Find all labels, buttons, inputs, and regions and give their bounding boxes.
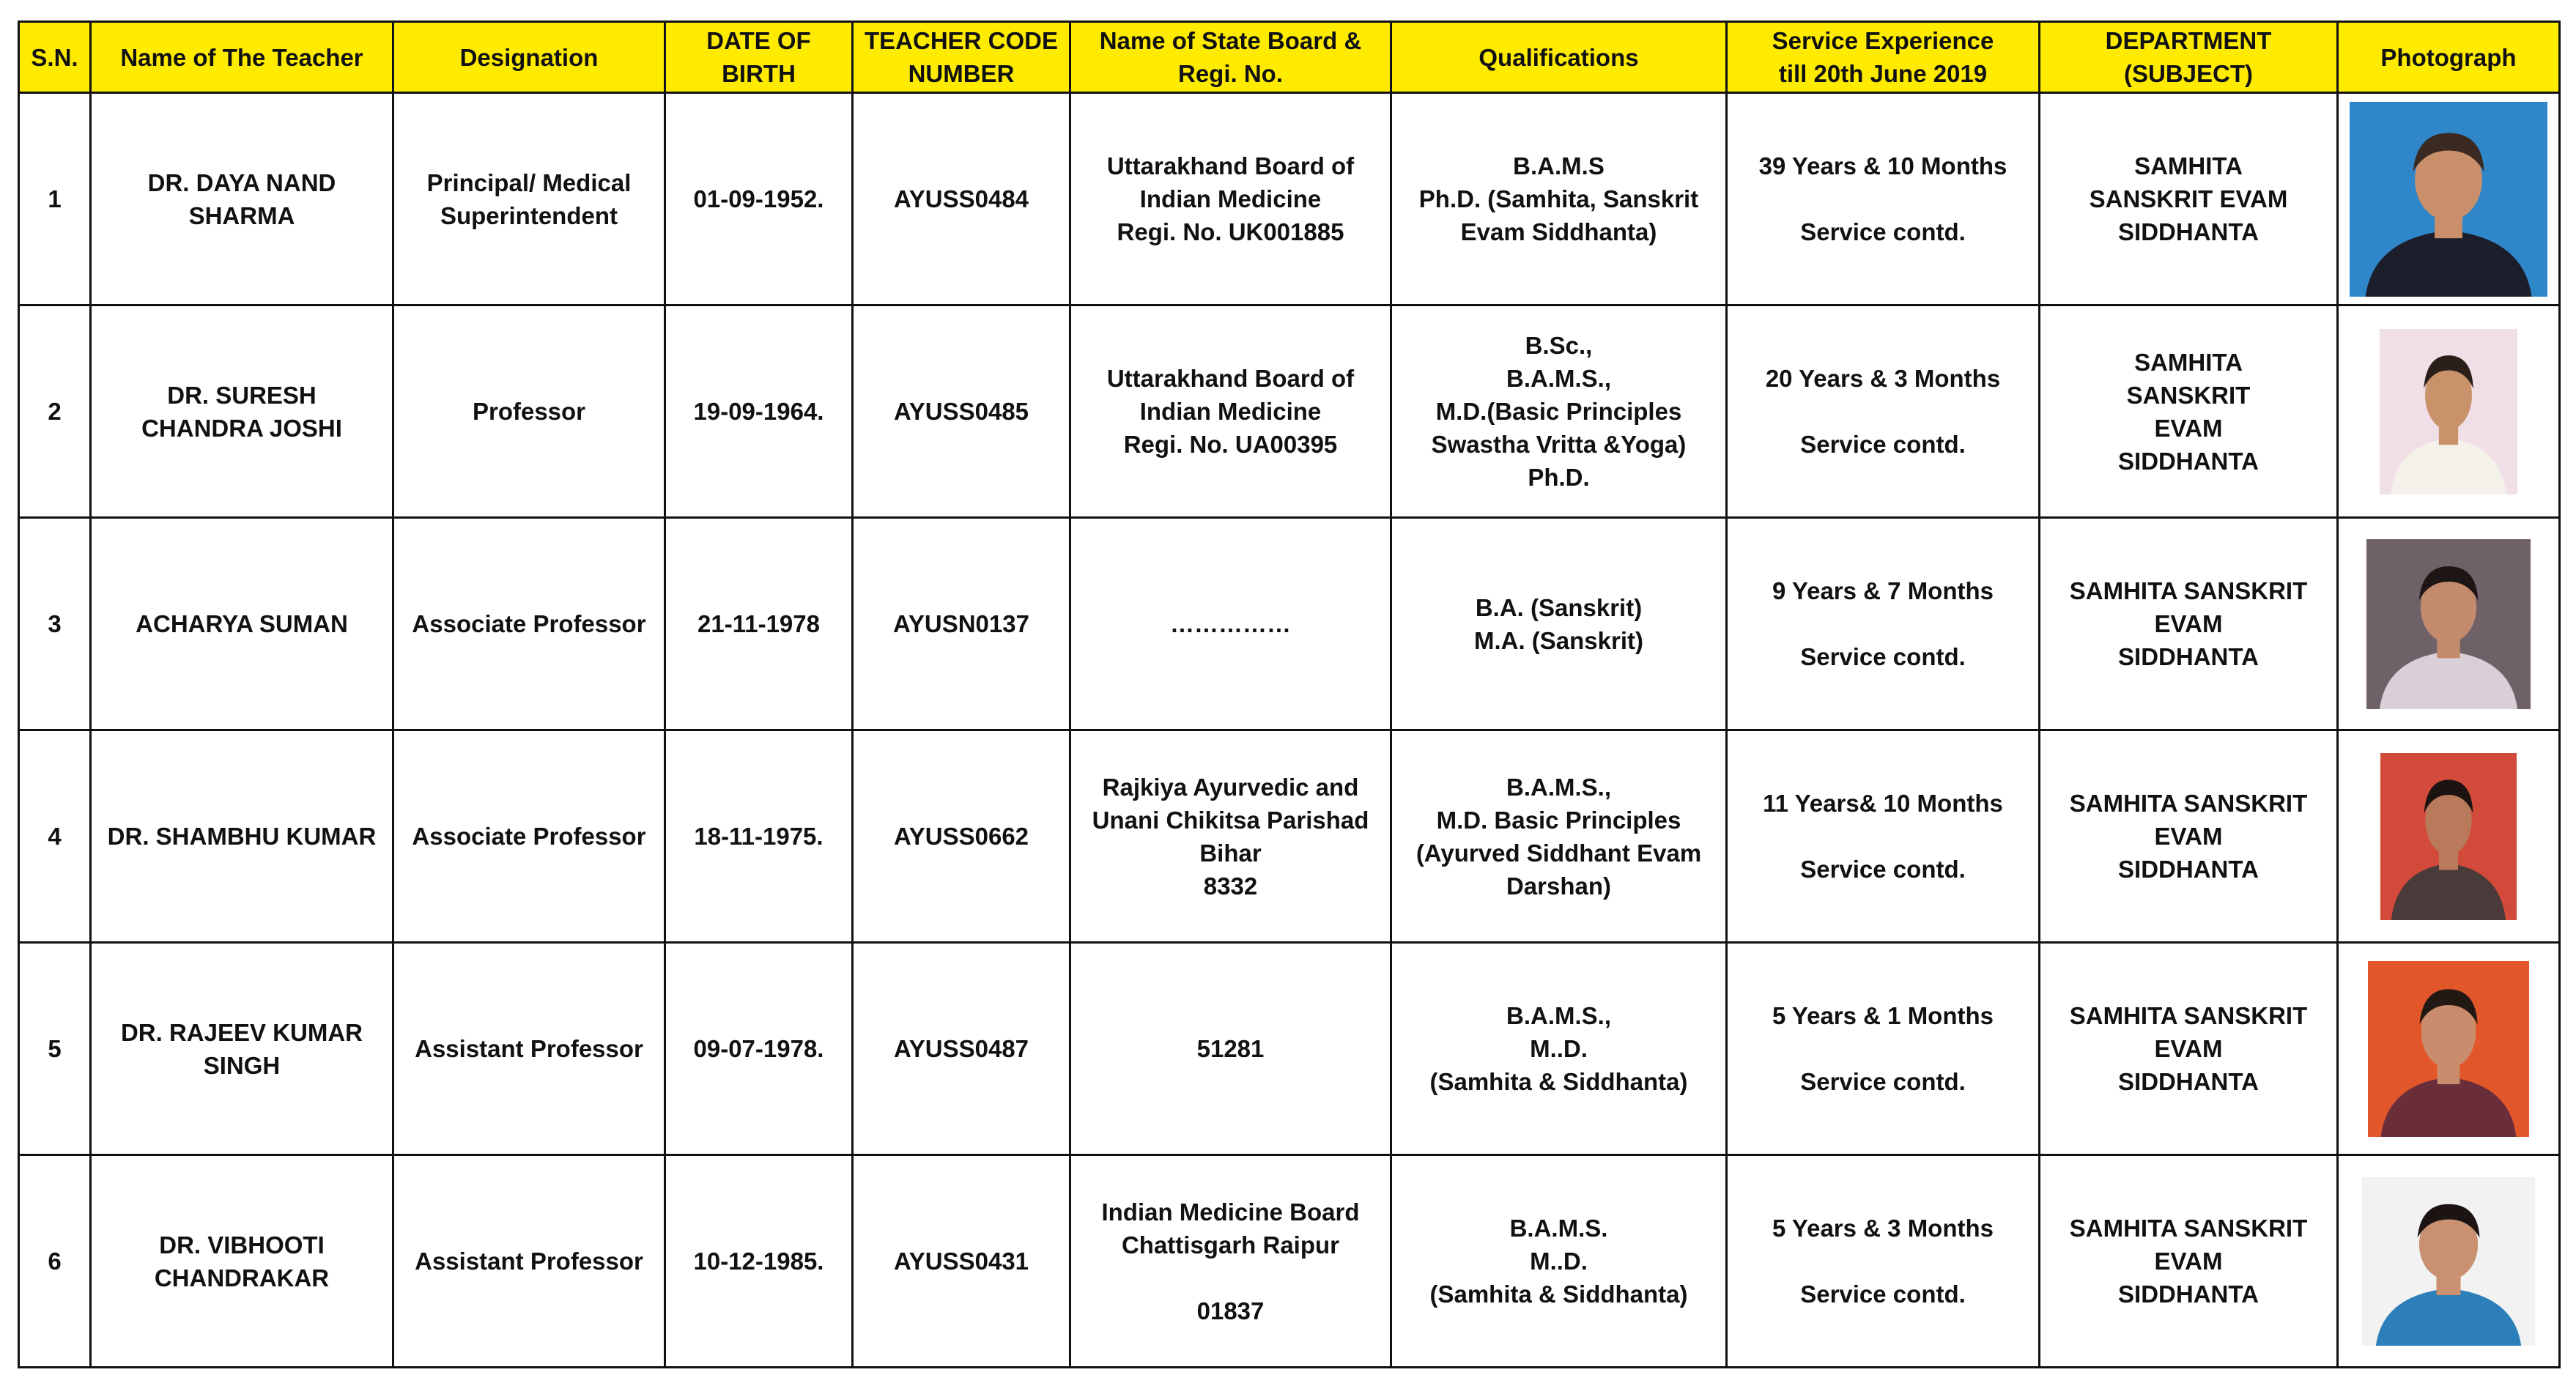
cell-date-of-birth: 21-11-1978 [665, 518, 853, 730]
cell-line: Uttarakhand Board of [1106, 152, 1355, 179]
header-department: DEPARTMENT (SUBJECT) [2040, 22, 2338, 93]
cell-line: Ph.D. [1528, 464, 1590, 491]
cell-line: Assistant Professor [415, 1248, 643, 1275]
faculty-table [18, 21, 2561, 1368]
cell-qualifications [1391, 730, 1727, 943]
cell-line: DR. SHAMBHU KUMAR [107, 823, 377, 850]
cell-state-board [1070, 943, 1391, 1155]
spacer [1732, 820, 2034, 853]
cell-line: SIDDHANTA [2118, 447, 2259, 475]
cell-line: Ph.D. (Samhita, Sanskrit [1418, 185, 1699, 212]
cell-department [2040, 943, 2338, 1155]
cell-department [2040, 305, 2338, 518]
teacher-photo [2380, 753, 2517, 920]
header-dob: DATE OF BIRTH [665, 22, 853, 93]
cell-designation [393, 93, 665, 305]
cell-line: SAMHITA SANSKRIT [2069, 1215, 2308, 1242]
cell-qualifications [1391, 518, 1727, 730]
cell-line: SAMHITA SANSKRIT [2069, 577, 2308, 604]
spacer [1732, 1032, 2034, 1065]
cell-line: Evam Siddhanta) [1460, 218, 1657, 245]
cell-line: Associate Professor [412, 823, 646, 850]
cell-photograph [2338, 730, 2560, 943]
experience-duration: 39 Years & 10 Months [1758, 152, 2007, 179]
header-board: Name of State Board & Regi. No. [1070, 22, 1391, 93]
cell-line: M..D. [1530, 1248, 1588, 1275]
cell-service-experience [1727, 730, 2040, 943]
header-code: TEACHER CODE NUMBER [853, 22, 1070, 93]
teacher-photo [2380, 329, 2517, 494]
service-status: Service contd. [1800, 1068, 1966, 1095]
cell-state-board [1070, 1155, 1391, 1368]
cell-line: DR. VIBHOOTI [159, 1231, 325, 1259]
teacher-photo [2366, 539, 2531, 709]
spacer [1732, 395, 2034, 428]
cell-line: B.A.M.S., [1506, 365, 1611, 392]
cell-teacher-code: AYUSS0484 [853, 93, 1070, 305]
spacer [1732, 607, 2034, 640]
service-status: Service contd. [1800, 218, 1966, 245]
header-row [19, 22, 2560, 93]
portrait-icon [2380, 753, 2517, 920]
cell-line: (Samhita & Siddhanta) [1429, 1068, 1688, 1095]
cell-line: SIDDHANTA [2118, 856, 2259, 883]
portrait-icon [2366, 539, 2531, 709]
portrait-icon [2350, 102, 2547, 297]
portrait-icon [2362, 1177, 2535, 1346]
cell-line: DR. RAJEEV KUMAR [120, 1018, 363, 1046]
cell-line: EVAM [2154, 823, 2223, 850]
cell-line: 8332 [1203, 872, 1258, 900]
cell-line: Darshan) [1506, 872, 1612, 900]
cell-date-of-birth: 18-11-1975. [665, 730, 853, 943]
cell-teacher-name [91, 305, 393, 518]
cell-line: 51281 [1196, 1035, 1265, 1062]
cell-line: Associate Professor [412, 610, 646, 637]
cell-sn: 5 [19, 943, 91, 1155]
cell-teacher-name [91, 1155, 393, 1368]
cell-state-board [1070, 518, 1391, 730]
table-header [19, 22, 2560, 93]
cell-teacher-code: AYUSN0137 [853, 518, 1070, 730]
cell-photograph [2338, 93, 2560, 305]
cell-department [2040, 93, 2338, 305]
cell-date-of-birth: 09-07-1978. [665, 943, 853, 1155]
cell-line: EVAM [2154, 414, 2223, 442]
cell-sn: 1 [19, 93, 91, 305]
table-row [19, 730, 2560, 943]
cell-line: Indian Medicine Board [1101, 1198, 1360, 1226]
cell-teacher-code: AYUSS0487 [853, 943, 1070, 1155]
cell-line: Assistant Professor [415, 1035, 643, 1062]
cell-line: B.Sc., [1525, 332, 1593, 359]
cell-line: SAMHITA [2134, 152, 2243, 179]
header-designation: Designation [393, 22, 665, 93]
portrait-icon [2368, 961, 2529, 1137]
cell-service-experience [1727, 305, 2040, 518]
cell-line: Indian Medicine [1139, 398, 1322, 425]
cell-teacher-code: AYUSS0662 [853, 730, 1070, 943]
cell-line: CHANDRA JOSHI [141, 414, 342, 442]
cell-designation [393, 518, 665, 730]
cell-line: (Samhita & Siddhanta) [1429, 1281, 1688, 1308]
cell-line: SAMHITA SANSKRIT [2069, 1002, 2308, 1029]
cell-line: B.A.M.S., [1506, 1002, 1611, 1029]
experience-duration: 5 Years & 3 Months [1772, 1215, 1994, 1242]
table-row [19, 943, 2560, 1155]
cell-line: Regi. No. UA00395 [1123, 431, 1338, 458]
cell-line: SINGH [203, 1051, 281, 1079]
cell-department [2040, 730, 2338, 943]
cell-line: Unani Chikitsa Parishad [1092, 806, 1369, 834]
teacher-photo [2362, 1177, 2535, 1346]
portrait-icon [2380, 329, 2517, 494]
cell-line: EVAM [2154, 1248, 2223, 1275]
cell-line: ACHARYA SUMAN [136, 610, 348, 637]
cell-department [2040, 1155, 2338, 1368]
teacher-photo [2350, 102, 2547, 297]
cell-state-board [1070, 730, 1391, 943]
cell-state-board [1070, 93, 1391, 305]
teacher-photo [2368, 961, 2529, 1137]
cell-teacher-code: AYUSS0431 [853, 1155, 1070, 1368]
cell-teacher-name [91, 518, 393, 730]
service-status: Service contd. [1800, 856, 1966, 883]
cell-photograph [2338, 943, 2560, 1155]
cell-line: SAMHITA [2134, 348, 2243, 376]
experience-duration: 9 Years & 7 Months [1772, 577, 1994, 604]
cell-line: SAMHITA SANSKRIT [2069, 790, 2308, 817]
cell-line: Professor [472, 398, 586, 425]
header-photograph: Photograph [2338, 22, 2560, 93]
cell-line: B.A. (Sanskrit) [1475, 593, 1643, 621]
cell-line: Indian Medicine [1139, 185, 1322, 212]
cell-line: Principal/ Medical [426, 168, 632, 196]
cell-sn: 6 [19, 1155, 91, 1368]
cell-line: SANSKRIT EVAM [2089, 185, 2288, 212]
cell-qualifications [1391, 305, 1727, 518]
cell-line: SHARMA [188, 201, 295, 229]
cell-line: CHANDRAKAR [154, 1264, 330, 1292]
cell-service-experience [1727, 93, 2040, 305]
cell-line: Swastha Vritta &Yoga) [1431, 431, 1687, 458]
cell-date-of-birth: 01-09-1952. [665, 93, 853, 305]
experience-duration: 20 Years & 3 Months [1765, 365, 2001, 392]
cell-line: SIDDHANTA [2118, 1068, 2259, 1095]
cell-line: (Ayurved Siddhant Evam [1415, 839, 1702, 867]
cell-date-of-birth: 10-12-1985. [665, 1155, 853, 1368]
cell-line: M..D. [1530, 1035, 1588, 1062]
header-qualifications: Qualifications [1391, 22, 1727, 93]
cell-line: M.D. Basic Principles [1436, 806, 1681, 834]
cell-designation [393, 1155, 665, 1368]
cell-service-experience [1727, 518, 2040, 730]
cell-line: SANSKRIT [2126, 381, 2251, 409]
cell-photograph [2338, 518, 2560, 730]
cell-teacher-name [91, 943, 393, 1155]
table-row [19, 305, 2560, 518]
cell-date-of-birth: 19-09-1964. [665, 305, 853, 518]
cell-line: SIDDHANTA [2118, 643, 2259, 670]
cell-sn: 3 [19, 518, 91, 730]
header-sn: S.N. [19, 22, 91, 93]
cell-line: DR. DAYA NAND [147, 168, 336, 196]
cell-photograph [2338, 1155, 2560, 1368]
cell-teacher-name [91, 93, 393, 305]
cell-line: 01837 [1196, 1297, 1265, 1324]
cell-photograph [2338, 305, 2560, 518]
cell-service-experience [1727, 943, 2040, 1155]
cell-state-board [1070, 305, 1391, 518]
cell-line: EVAM [2154, 1035, 2223, 1062]
cell-sn: 4 [19, 730, 91, 943]
cell-sn: 2 [19, 305, 91, 518]
cell-line: Uttarakhand Board of [1106, 365, 1355, 392]
table-row [19, 1155, 2560, 1368]
spacer [1732, 1245, 2034, 1278]
cell-line: SIDDHANTA [2118, 1281, 2259, 1308]
cell-department [2040, 518, 2338, 730]
cell-line: Regi. No. UK001885 [1117, 218, 1344, 245]
cell-line: Rajkiya Ayurvedic and [1102, 773, 1359, 801]
cell-line: DR. SURESH [167, 381, 317, 409]
cell-line: Chattisgarh Raipur [1121, 1231, 1340, 1259]
cell-line: B.A.M.S. [1509, 1215, 1608, 1242]
cell-line: SIDDHANTA [2118, 218, 2259, 245]
cell-qualifications [1391, 943, 1727, 1155]
cell-line: Superintendent [440, 201, 618, 229]
cell-designation [393, 730, 665, 943]
cell-teacher-code: AYUSS0485 [853, 305, 1070, 518]
cell-qualifications [1391, 1155, 1727, 1368]
table-row [19, 518, 2560, 730]
cell-line: Bihar [1199, 839, 1262, 867]
cell-line: B.A.M.S., [1506, 773, 1611, 801]
table-row [19, 93, 2560, 305]
cell-line: …………… [1170, 610, 1291, 637]
cell-line: B.A.M.S [1513, 152, 1605, 179]
cell-service-experience [1727, 1155, 2040, 1368]
service-status: Service contd. [1800, 431, 1966, 458]
cell-line: M.A. (Sanskrit) [1473, 626, 1644, 654]
cell-line [1076, 1261, 1385, 1294]
table-body [19, 93, 2560, 1368]
cell-teacher-name [91, 730, 393, 943]
cell-designation [393, 943, 665, 1155]
cell-designation [393, 305, 665, 518]
spacer [1732, 182, 2034, 215]
experience-duration: 5 Years & 1 Months [1772, 1002, 1994, 1029]
cell-line: EVAM [2154, 610, 2223, 637]
cell-line: M.D.(Basic Principles [1435, 398, 1682, 425]
service-status: Service contd. [1800, 1281, 1966, 1308]
service-status: Service contd. [1800, 643, 1966, 670]
header-name: Name of The Teacher [91, 22, 393, 93]
header-experience: Service Experience till 20th June 2019 [1727, 22, 2040, 93]
cell-qualifications [1391, 93, 1727, 305]
experience-duration: 11 Years& 10 Months [1763, 790, 2003, 817]
